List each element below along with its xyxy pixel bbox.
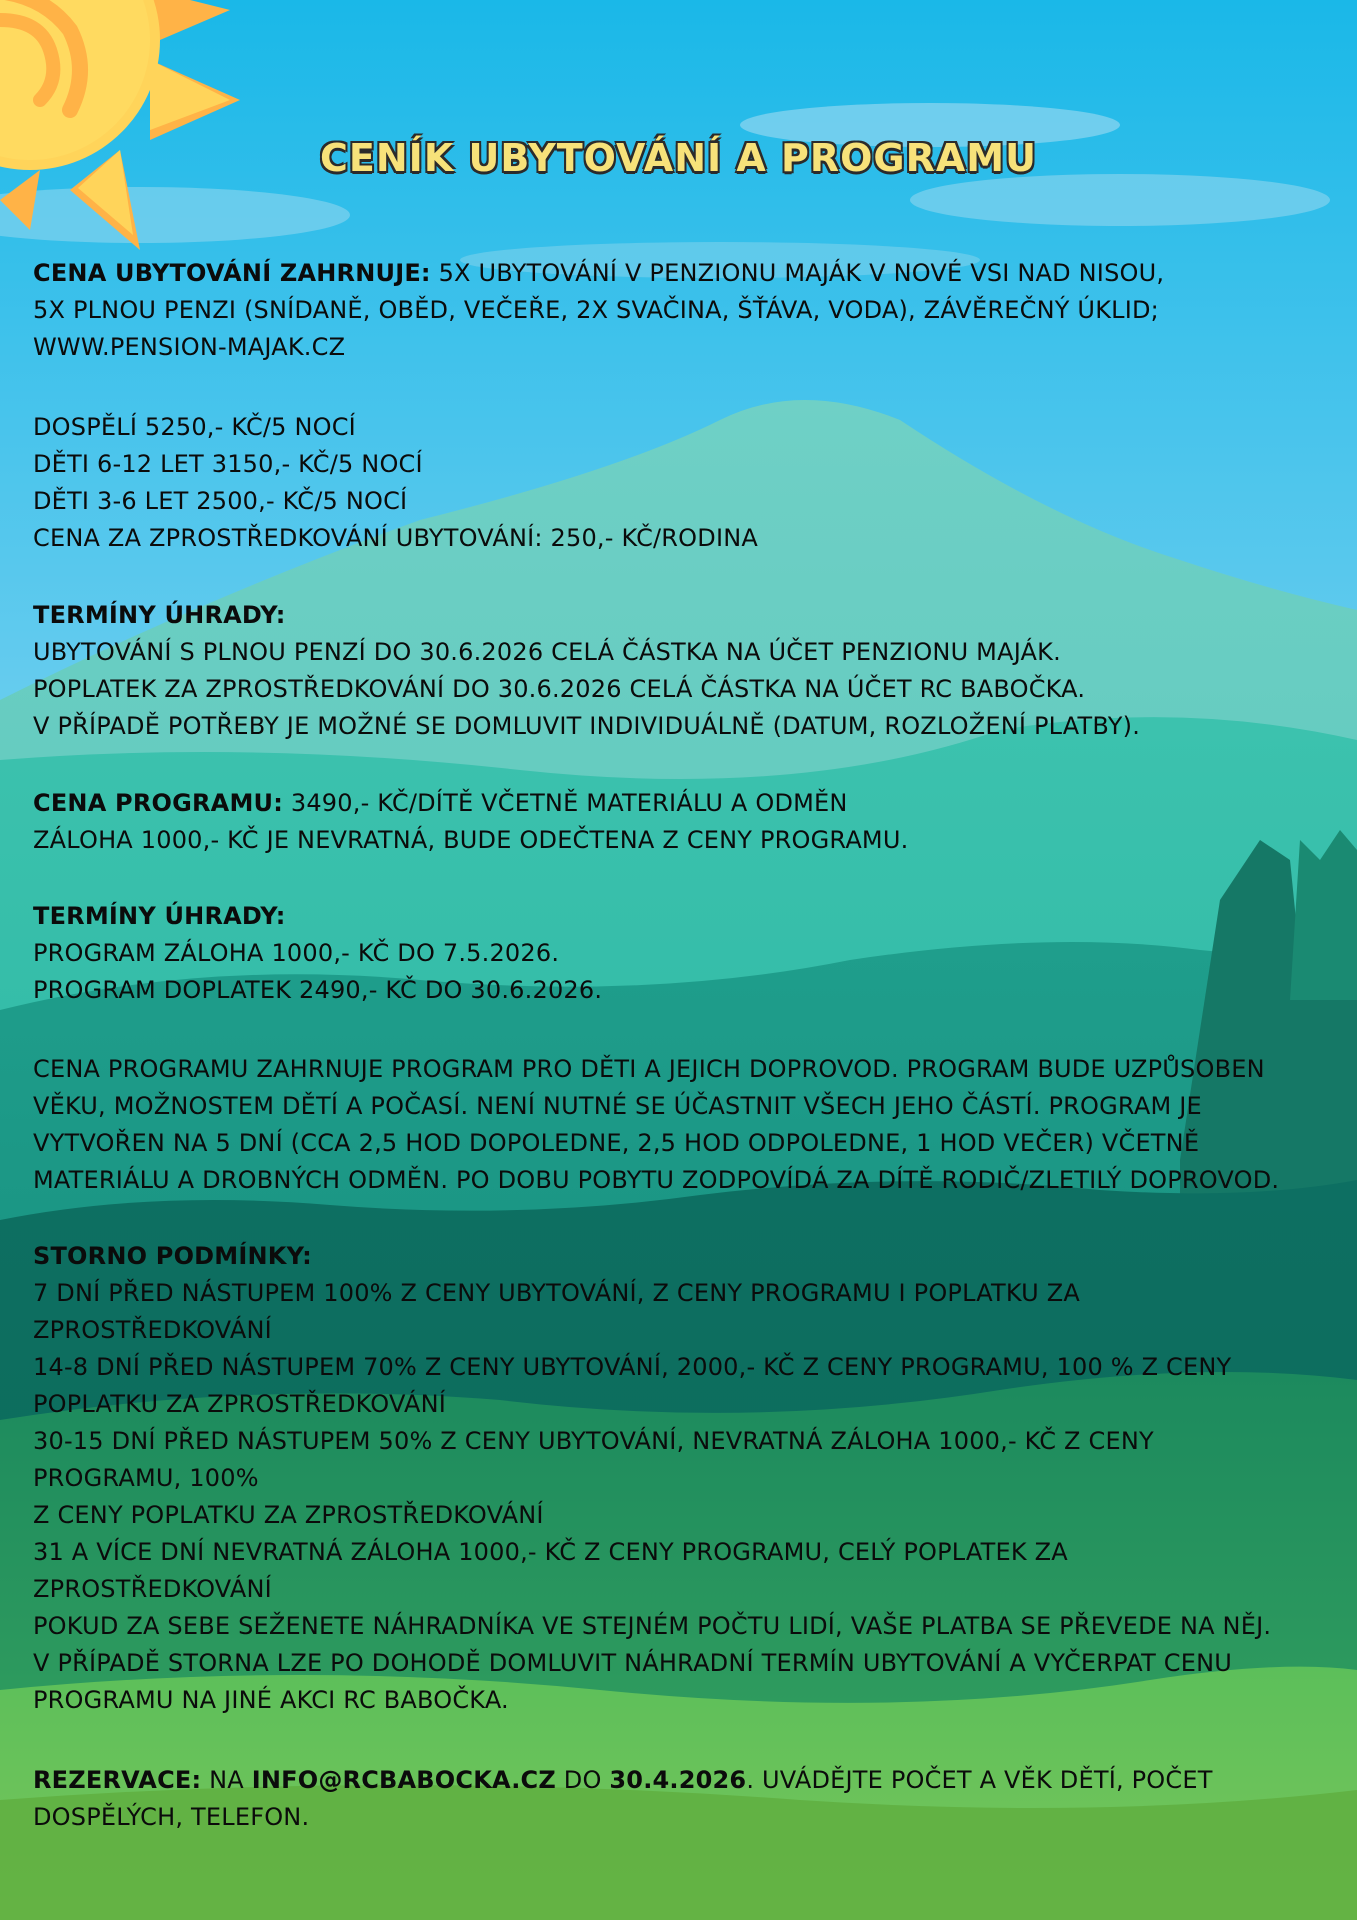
payment-terms-program	[33, 898, 1333, 1009]
reservation-line-2: DOSPĚLÝCH, TELEFON.	[33, 1803, 310, 1831]
cancellation-line: 7 DNÍ PŘED NÁSTUPEM 100% Z CENY UBYTOVÁNÍ, Z CENY PROGRAMU I POPLATKU ZA	[33, 1279, 1080, 1307]
program-price-heading: CENA PROGRAMU:	[33, 789, 284, 817]
payment-term-line: V PŘÍPADĚ POTŘEBY JE MOŽNÉ SE DOMLUVIT INDIVIDUÁLNĚ (DATUM, ROZLOŽENÍ PLATBY).	[33, 712, 1141, 740]
cancellation-line: POKUD ZA SEBE SEŽENETE NÁHRADNÍKA VE STEJNÉM POČTU LIDÍ, VAŠE PLATBA SE PŘEVEDE NA NĚJ.	[33, 1612, 1272, 1640]
reservation-heading: REZERVACE:	[33, 1766, 202, 1794]
payment-term-line: PROGRAM ZÁLOHA 1000,- KČ DO 7.5.2026.	[33, 939, 560, 967]
website-link[interactable]: WWW.PENSION-MAJAK.CZ	[33, 333, 346, 361]
accommodation-line-2: 5X PLNOU PENZI (SNÍDANĚ, OBĚD, VEČEŘE, 2X SVAČINA, ŠŤÁVA, VODA), ZÁVĚREČNÝ ÚKLID;	[33, 296, 1159, 324]
payment-term-line: POPLATEK ZA ZPROSTŘEDKOVÁNÍ DO 30.6.2026 CELÁ ČÁSTKA NA ÚČET RC BABOČKA.	[33, 675, 1086, 703]
cancellation-line: PROGRAMU NA JINÉ AKCI RC BABOČKA.	[33, 1686, 509, 1714]
cancellation-line: PROGRAMU, 100%	[33, 1464, 259, 1492]
reservation-line-1	[33, 1762, 1333, 1799]
reservation-deadline: 30.4.2026	[609, 1766, 747, 1794]
cancellation-line: POPLATKU ZA ZPROSTŘEDKOVÁNÍ	[33, 1390, 447, 1418]
reservation-text: DO	[555, 1766, 610, 1794]
cancellation-line: ZPROSTŘEDKOVÁNÍ	[33, 1575, 272, 1603]
payment-terms-heading: TERMÍNY ÚHRADY:	[33, 902, 286, 930]
cancellation-line: 31 A VÍCE DNÍ NEVRATNÁ ZÁLOHA 1000,- KČ Z CENY PROGRAMU, CELÝ POPLATEK ZA	[33, 1538, 1068, 1566]
reservation-text: NA	[201, 1766, 252, 1794]
reservation-email-link[interactable]: INFO@RCBABOCKA.CZ	[251, 1766, 556, 1794]
price-children-3-6: DĚTI 3-6 LET 2500,- KČ/5 NOCÍ	[33, 487, 408, 515]
program-description	[33, 1051, 1333, 1199]
price-adults: DOSPĚLÍ 5250,- KČ/5 NOCÍ	[33, 413, 356, 441]
accommodation-line-1	[33, 255, 1333, 292]
price-mediation: CENA ZA ZPROSTŘEDKOVÁNÍ UBYTOVÁNÍ: 250,- KČ/RODINA	[33, 524, 759, 552]
program-price-text: 3490,- KČ/DÍTĚ VČETNĚ MATERIÁLU A ODMĚN	[283, 789, 848, 817]
description-line: CENA PROGRAMU ZAHRNUJE PROGRAM PRO DĚTI A JEJICH DOPROVOD. PROGRAM BUDE UZPŮSOBEN	[33, 1055, 1265, 1083]
program-price-line-1	[33, 785, 1333, 822]
cancellation-line: 14-8 DNÍ PŘED NÁSTUPEM 70% Z CENY UBYTOVÁNÍ, 2000,- KČ Z CENY PROGRAMU, 100 % Z CENY	[33, 1353, 1232, 1381]
payment-term-line: UBYTOVÁNÍ S PLNOU PENZÍ DO 30.6.2026 CELÁ ČÁSTKA NA ÚČET PENZIONU MAJÁK.	[33, 638, 1061, 666]
payment-terms-accommodation	[33, 597, 1333, 745]
accommodation-section	[33, 255, 1333, 366]
page-title: CENÍK UBYTOVÁNÍ A PROGRAMU	[320, 136, 1037, 180]
payment-term-line: PROGRAM DOPLATEK 2490,- KČ DO 30.6.2026.	[33, 976, 603, 1004]
price-children-6-12: DĚTI 6-12 LET 3150,- KČ/5 NOCÍ	[33, 450, 423, 478]
cancellation-line: ZPROSTŘEDKOVÁNÍ	[33, 1316, 272, 1344]
prices-section	[33, 409, 1333, 557]
payment-terms-heading: TERMÍNY ÚHRADY:	[33, 601, 286, 629]
accommodation-heading: CENA UBYTOVÁNÍ ZAHRNUJE:	[33, 259, 431, 287]
description-line: VYTVOŘEN NA 5 DNÍ (CCA 2,5 HOD DOPOLEDNE, 2,5 HOD ODPOLEDNE, 1 HOD VEČER) VČETNĚ	[33, 1129, 1200, 1157]
reservation-section	[33, 1762, 1333, 1836]
reservation-text: . UVÁDĚJTE POČET A VĚK DĚTÍ, POČET	[746, 1766, 1213, 1794]
accommodation-text: 5X UBYTOVÁNÍ V PENZIONU MAJÁK V NOVÉ VSI NAD NISOU,	[430, 259, 1165, 287]
cancellation-heading: STORNO PODMÍNKY:	[33, 1242, 312, 1270]
cancellation-section	[33, 1238, 1333, 1719]
cancellation-line: V PŘÍPADĚ STORNA LZE PO DOHODĚ DOMLUVIT NÁHRADNÍ TERMÍN UBYTOVÁNÍ A VYČERPAT CENU	[33, 1649, 1232, 1677]
description-line: VĚKU, MOŽNOSTEM DĚTÍ A POČASÍ. NENÍ NUTNÉ SE ÚČASTNIT VŠECH JEHO ČÁSTÍ. PROGRAM JE	[33, 1092, 1202, 1120]
cancellation-line: Z CENY POPLATKU ZA ZPROSTŘEDKOVÁNÍ	[33, 1501, 544, 1529]
description-line: MATERIÁLU A DROBNÝCH ODMĚN. PO DOBU POBYTU ZODPOVÍDÁ ZA DÍTĚ RODIČ/ZLETILÝ DOPROVOD.	[33, 1166, 1280, 1194]
cancellation-line: 30-15 DNÍ PŘED NÁSTUPEM 50% Z CENY UBYTOVÁNÍ, NEVRATNÁ ZÁLOHA 1000,- KČ Z CENY	[33, 1427, 1154, 1455]
program-price-section	[33, 785, 1333, 859]
program-deposit-line: ZÁLOHA 1000,- KČ JE NEVRATNÁ, BUDE ODEČTENA Z CENY PROGRAMU.	[33, 826, 909, 854]
